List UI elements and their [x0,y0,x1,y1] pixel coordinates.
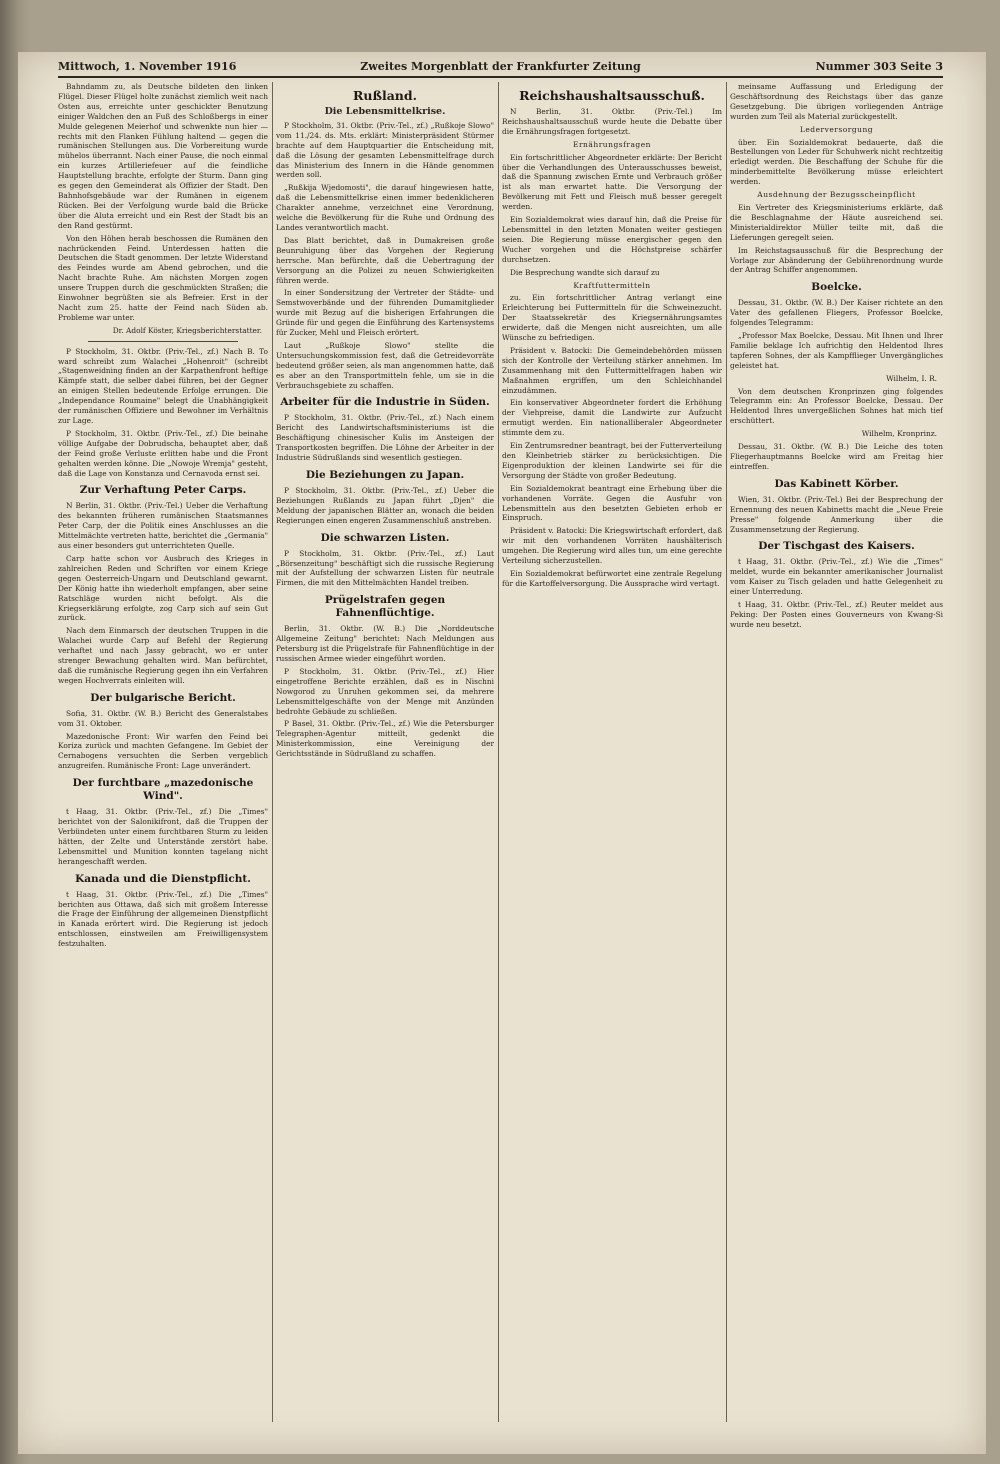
headline: Kanada und die Dienstpflicht. [75,872,251,885]
header-edition: Zweites Morgenblatt der Frankfurter Zeitung [360,60,641,73]
headline: Prügelstrafen gegen Fahnenflüchtige. [324,594,446,620]
article-text: zu. Ein fortschrittlicher Antrag verlangt eine Erleichterung bei Futtermitteln für die Schweinezucht. Der Staatssekretär des Kriegsernährungsamtes erwiderte, daß die Mengen nicht ausreichten, um alle Wünsche zu befriedigen. [502,293,722,343]
article-text: Laut „Rußkoje Slowo" stellte die Untersuchungskommission fest, daß die Getreidevorräte bedeutend größer seien, als man angenommen hatte, daß es aber an den Transportmitteln fehle, um sie in die Verbrauchsgebiete zu schaffen. [276,340,494,390]
article-text: Ein Sozialdemokrat wies darauf hin, daß die Preise für Lebensmittel in den letzten Monaten weiter gestiegen seien. Die Regierung müsse energischer gegen den Wucher vorgehen und die Höchstpreise schärfer durchsetzen. [502,215,722,264]
headline: Zur Verhaftung Peter Carps. [79,484,247,497]
article-text: Präsident v. Batocki: Die Gemeindebehörden müssen sich der Kontrolle der Verteilung stärker annehmen. Im Zusammenhang mit den Futtermittelfragen haben wir Maßnahmen ergriffen, um den Schleichhandel einzudämmen. [502,345,722,395]
article-text: t Haag, 31. Oktbr. (Priv.-Tel., zf.) Die „Times" berichtet von der Salonikifront, daß die Truppen der Verbündeten unter einem furchtbaren Sturm zu leiden hätten, der Zelte und Unterstände zerstört habe. Lebensmittel und Munition konnten tagelang nicht herangeschafft werden. [58,807,268,866]
article-text: meinsame Auffassung und Erledigung der Geschäftsordnung des Reichstags über das ganze Gesetzgebung. Die übrigen vorliegenden Anträge wurden zum Teil als Material zurückgestellt. [730,82,943,121]
article-text: Carp hatte schon vor Ausbruch des Krieges in zahlreichen Reden und Schriften vor einem Kriege gegen Oesterreich-Ungarn und Deutschland gewarnt. Der König hatte ihn wiederholt empfangen, aber seine Ratschläge wurden nicht befolgt. Als die Kriegserklärung erfolgte, zog Carp sich auf sein Gut zurück. [58,553,268,623]
section-label: Lederversorgung [799,124,874,134]
column-3 [502,82,722,1422]
article-text: Mazedonische Front: Wir warfen den Feind bei Koriza zurück und machten Gefangene. Im Gebiet der Cernabogens versuchten die Serben vergeblich anzugreifen. Rumänische Front: Lage unverändert. [58,731,268,771]
article-text: P Stockholm, 31. Oktbr. (Priv.-Tel., zf.) Hier eingetroffene Berichte erzählen, daß es in Nischni Nowgorod zu Unruhen gekommen sei, da mehrere Lebensmittelgeschäfte von der Menge mit Anzünden bedrohte Gebäude zu schließen. [276,666,494,716]
article-text: P Stockholm, 31. Oktbr. (Priv.-Tel., zf.) Laut „Börsenzeitung" beschäftigt sich die russische Regierung mit der Aufstellung der schwarzen Listen für neutrale Firmen, die mit den Mittelmächten Handel treiben. [276,548,494,588]
article-signature: Dr. Adolf Köster, Kriegsberichterstatter. [112,325,262,335]
article-text: t Haag, 31. Oktbr. (Priv.-Tel., zf.) Reuter meldet aus Peking: Der Posten eines Gouverneurs von Kwang-Si wurde neu besetzt. [730,600,943,629]
headline: Die schwarzen Listen. [320,531,450,544]
article-text: Dessau, 31. Oktbr. (W. B.) Der Kaiser richtete an den Vater des gefallenen Fliegers, Professor Boelcke, folgendes Telegramm: [730,298,943,328]
article-text: Sofia, 31. Oktbr. (W. B.) Bericht des Generalstabes vom 31. Oktober. [58,708,268,728]
column-4 [730,82,943,1422]
article-text: Präsident v. Batocki: Die Kriegswirtschaft erfordert, daß wir mit den vorhandenen Vorräten haushälterisch umgehen. Die Regierung wird alles tun, um eine gerechte Verteilung sicherzustellen. [502,526,722,566]
subheadline: Die Lebensmittelkrise. [324,106,446,117]
article-text: Ein Zentrumsredner beantragt, bei der Futterverteilung den Kleinbetrieb stärker zu berücksichtigen. Die Eigenproduktion der kleinen Landwirte sei für die Versorgung der Städte von großer Bedeutung. [502,441,722,480]
article-text: „Rußkija Wjedomosti", die darauf hingewiesen hatte, daß die Lebensmittelkrise einen immer bedenklicheren Charakter annehme, verzeichnet eine Verordnung, welche die Bevölkerung für die Ruhe und Ordnung des Landes verantwortlich macht. [276,183,494,232]
article-text: Wien, 31. Oktbr. (Priv.-Tel.) Bei der Besprechung der Ernennung des neuen Kabinetts macht die „Neue Freie Presse" folgende Anmerkung über die Zusammensetzung der Regierung. [730,494,943,534]
article-text: Berlin, 31. Oktbr. (W. B.) Die „Norddeutsche Allgemeine Zeitung" berichtet: Nach Meldungen aus Petersburg ist die Prügelstrafe für Fahnenflüchtige in der russischen Armee wieder eingeführt worden. [276,624,494,663]
headline: Boelcke. [811,281,862,294]
article-text: t Haag, 31. Oktbr. (Priv.-Tel., zf.) Wie die „Times" meldet, wurde ein bekannter amerikanischer Journalist vom Kaiser zu Tisch geladen und hatte Gelegenheit zu einer Unterredung. [730,557,943,597]
divider [88,341,238,342]
article-text: P Stockholm, 31. Oktbr. (Priv.-Tel., zf.) Ueber die Beziehungen Rußlands zu Japan führt „Djen" die Meldung der japanischen Blätter an, wonach die beiden Regierungen einen engeren Zusammenschluß anstreben. [276,486,494,525]
headline: Arbeiter für die Industrie in Süden. [280,396,490,409]
article-text: P Stockholm, 31. Oktbr. (Priv.-Tel., zf.) Die beinahe völlige Aufgabe der Dobrudscha, behauptet aber, daß der Feind große Verluste erlitten habe und die Front gehalten werden könne. Die „Nowoje Wremja" gesteht, daß die Lage von Konstanza und Cernavoda ernst sei. [58,428,268,478]
headline: Der bulgarische Bericht. [90,691,236,704]
article-signature: Wilhelm, I. R. [886,373,937,383]
headline: Der Tischgast des Kaisers. [758,540,915,553]
section-label: Ausdehnung der Bezugsscheinpflicht [757,190,916,200]
article-text: über. Ein Sozialdemokrat bedauerte, daß die Bestellungen von Leder für Schuhwerk nicht rechtzeitig erledigt werden. Die Beschaffung der Schuhe für die minderbemittelte Bevölkerung müsse erleichtert werden. [730,137,943,187]
article-text: Ein Vertreter des Kriegsministeriums erklärte, daß die Beschlagnahme der Häute ausreichend sei. Ministerialdirektor Müller teilte mit, daß die Lieferungen geregelt seien. [730,202,943,242]
header-page-number: Nummer 303 Seite 3 [815,60,943,73]
article-text: Dessau, 31. Oktbr. (W. B.) Die Leiche des toten Fliegerhauptmanns Boelcke wird am Freitag hier eintreffen. [730,442,943,471]
page-header [58,58,943,78]
article-text: Bahndamm zu, als Deutsche bildeten den linken Flügel. Dieser Flügel holte zunächst ziemlich weit nach Osten aus, erreichte unter geschickter Benutzung einiger Waldchen den an Fuß des Schloßbergs in einer Mulde gelegenen Meierhof und schwenkte nun hier — rechts mit den Flanken Fühlung haltend — gegen die rumänischen Stellungen aus. Die Vorbereitung wurde mühelos überrannt. Nach einer Pause, die noch einmal ein kurzes Artilleriefeuer auf die feindliche Hauptstellung brachte, erfolgte der Sturm. Dann ging es gegen den Gemeinderat als Offizier der Stadt. Den Bahnhofsgebäude war der Rumänen in eigenem Rücken. Bei der Verfolgung wurde bald die Brücke über die Aluta erreicht und ein Rest der Stadt bis an den Rand gestürmt. [58,82,268,230]
article-text: P Stockholm, 31. Oktbr. (Priv.-Tel., zf.) „Rußkoje Slowo" vom 11./24. ds. Mts. erklärt: Ministerpräsident Stürmer brachte auf dem Hauptquartier die Entscheidung mit, daß die Lösung der gesamten Lebensmittelfrage durch das Ministerium des Innern in die Hände genommen werden soll. [276,120,494,180]
article-signature: Wilhelm, Kronprinz. [861,429,937,439]
article-text: Von den Höhen herab beschossen die Rumänen den nachrückenden Feind. Unterdessen hatten die Deutschen die Stadt genommen. Der letzte Widerstand des Feindes wurde am Abend gebrochen, und die Nacht brachte Ruhe. Am nächsten Morgen zogen unsere Truppen durch die geschmückten Straßen; die Einwohner begrüßten sie als Befreier. Erst in der Nacht zum 25. hatte der Feind nach Süden ab. Probleme war unter. [58,233,268,322]
headline: Die Beziehungen zu Japan. [305,469,465,481]
article-text: „Professor Max Boelcke, Dessau. Mit Ihnen und Ihrer Familie beklage Ich aufrichtig den Heldentod Ihres tapferen Sohnes, der als Kampfflieger Unvergängliches geleistet hat. [730,331,943,370]
article-text: Ein fortschrittlicher Abgeordneter erklärte: Der Bericht über die Verhandlungen des Unterausschusses beweist, daß die Spannung zwischen Ernte und Verbrauch größer ist als man erwartet hatte. Die Versorgung der Bevölkerung mit Fett und Fleisch muß besser geregelt werden. [502,152,722,212]
column-1 [58,82,268,1422]
column-rule [272,82,273,1422]
article-text: Von dem deutschen Kronprinzen ging folgendes Telegramm ein: An Professor Boelcke, Dessau. Der Heldentod Ihres unvergeßlichen Sohnes hat mich tief erschüttert. [730,386,943,426]
header-date: Mittwoch, 1. November 1916 [58,60,237,73]
article-text: Ein Sozialdemokrat beantragt eine Erhebung über die vorhandenen Vorräte. Gegen die Ausfuhr von Lebensmitteln aus den besetzten Gebieten erhob er Einspruch. [502,483,722,523]
section-label: Ernährungsfragen [573,139,651,149]
article-text: P Stockholm, 31. Oktbr. (Priv.-Tel., zf.) Nach einem Bericht des Landwirtschaftsministeriums ist die Beschäftigung chinesischer Kulis im Ansteigen der Transportkosten begriffen. Die Löhne der Arbeiter in der Industrie Südrußlands sind wesentlich gestiegen. [276,413,494,463]
headline: Das Kabinett Körber. [774,477,899,490]
section-label: Kraftfuttermitteln [573,280,651,290]
article-text: Die Besprechung wandte sich darauf zu [510,267,660,277]
article-text: Ein konservativer Abgeordneter fordert die Erhöhung der Viehpreise, damit die Landwirte zur Aufzucht ermutigt werden. Ein nationalliberaler Abgeordneter stimmte dem zu. [502,398,722,438]
article-text: Das Blatt berichtet, daß in Dumakreisen große Beunruhigung über das Vorgehen der Regierung herrsche. Man befürchte, daß die Uebertragung der Versorgung an die Polizei zu neuen Schwierigkeiten führen werde. [276,235,494,285]
headline: Reichshaushaltsausschuß. [519,88,705,103]
article-text: N Berlin, 31. Oktbr. (Priv.-Tel.) Im Reichshaushaltsausschuß wurde heute die Debatte über die Ernährungsfragen fortgesetzt. [502,107,722,136]
article-text: Ein Sozialdemokrat befürwortet eine zentrale Regelung für die Kartoffelversorgung. Die Aussprache wird vertagt. [502,568,722,588]
headline: Rußland. [352,88,417,103]
column-2 [276,82,494,1422]
article-text: In einer Sondersitzung der Vertreter der Städte- und Semstwoverbände und der führenden Dumamitglieder wurde mit Bezug auf die bisherigen Erfahrungen die Gründe für und gegen die Einführung des Kartensystems für Zucker, Mehl und Fleisch erörtert. [276,288,494,338]
column-rule [498,82,499,1422]
article-text: Nach dem Einmarsch der deutschen Truppen in die Walachei wurde Carp auf Befehl der Regierung verhaftet und nach Jassy gebracht, wo er unter strenger Bewachung gehalten wird. Man befürchtet, daß die rumänische Regierung gegen ihn ein Verfahren wegen Hochverrats einleiten will. [58,626,268,685]
headline: Der furchtbare „mazedonische Wind". [72,777,254,803]
column-rule [726,82,727,1422]
article-text: Im Reichstagsausschuß für die Besprechung der Vorlage zur Abänderung der Gebührenordnung wurde der Antrag Schiffer angenommen. [730,245,943,275]
article-text: P Basel, 31. Oktbr. (Priv.-Tel., zf.) Wie die Petersburger Telegraphen-Agentur mitteilt, gedenkt die Ministerkommission, eine Vereinigung der Gerichtsstände in Südrußland zu schaffen. [276,719,494,759]
article-text: N Berlin, 31. Oktbr. (Priv.-Tel.) Ueber die Verhaftung des bekannten früheren rumänischen Staatsmannes Peter Carp, der die Politik eines Anschlusses an die Mittelmächte vertreten hatte, berichtet die „Germania" aus einer besonders gut unterrichteten Quelle. [58,501,268,551]
article-text: P Stockholm, 31. Oktbr. (Priv.-Tel., zf.) Nach B. To ward schreibt zum Walachei „Hohenroit" (schreibt „Stagenweidning finden an der Karpathenfront heftige Kämpfe statt, die selber dabei führen, bei der Gegner an einigen Stellen bedeutende Erfolge errungen. Die „Independance Roumaine" belegt die Unabhängigkeit der rumänischen Offiziere und Bewohner im Verhältnis zur Lage. [58,346,268,425]
article-text: t Haag, 31. Oktbr. (Priv.-Tel., zf.) Die „Times" berichten aus Ottawa, daß sich mit großem Interesse die Frage der Einführung der allgemeinen Dienstpflicht in Kanada erörtert wird. Die Regierung ist jedoch entschlossen, einstweilen am Freiwilligensystem festzuhalten. [58,889,268,949]
